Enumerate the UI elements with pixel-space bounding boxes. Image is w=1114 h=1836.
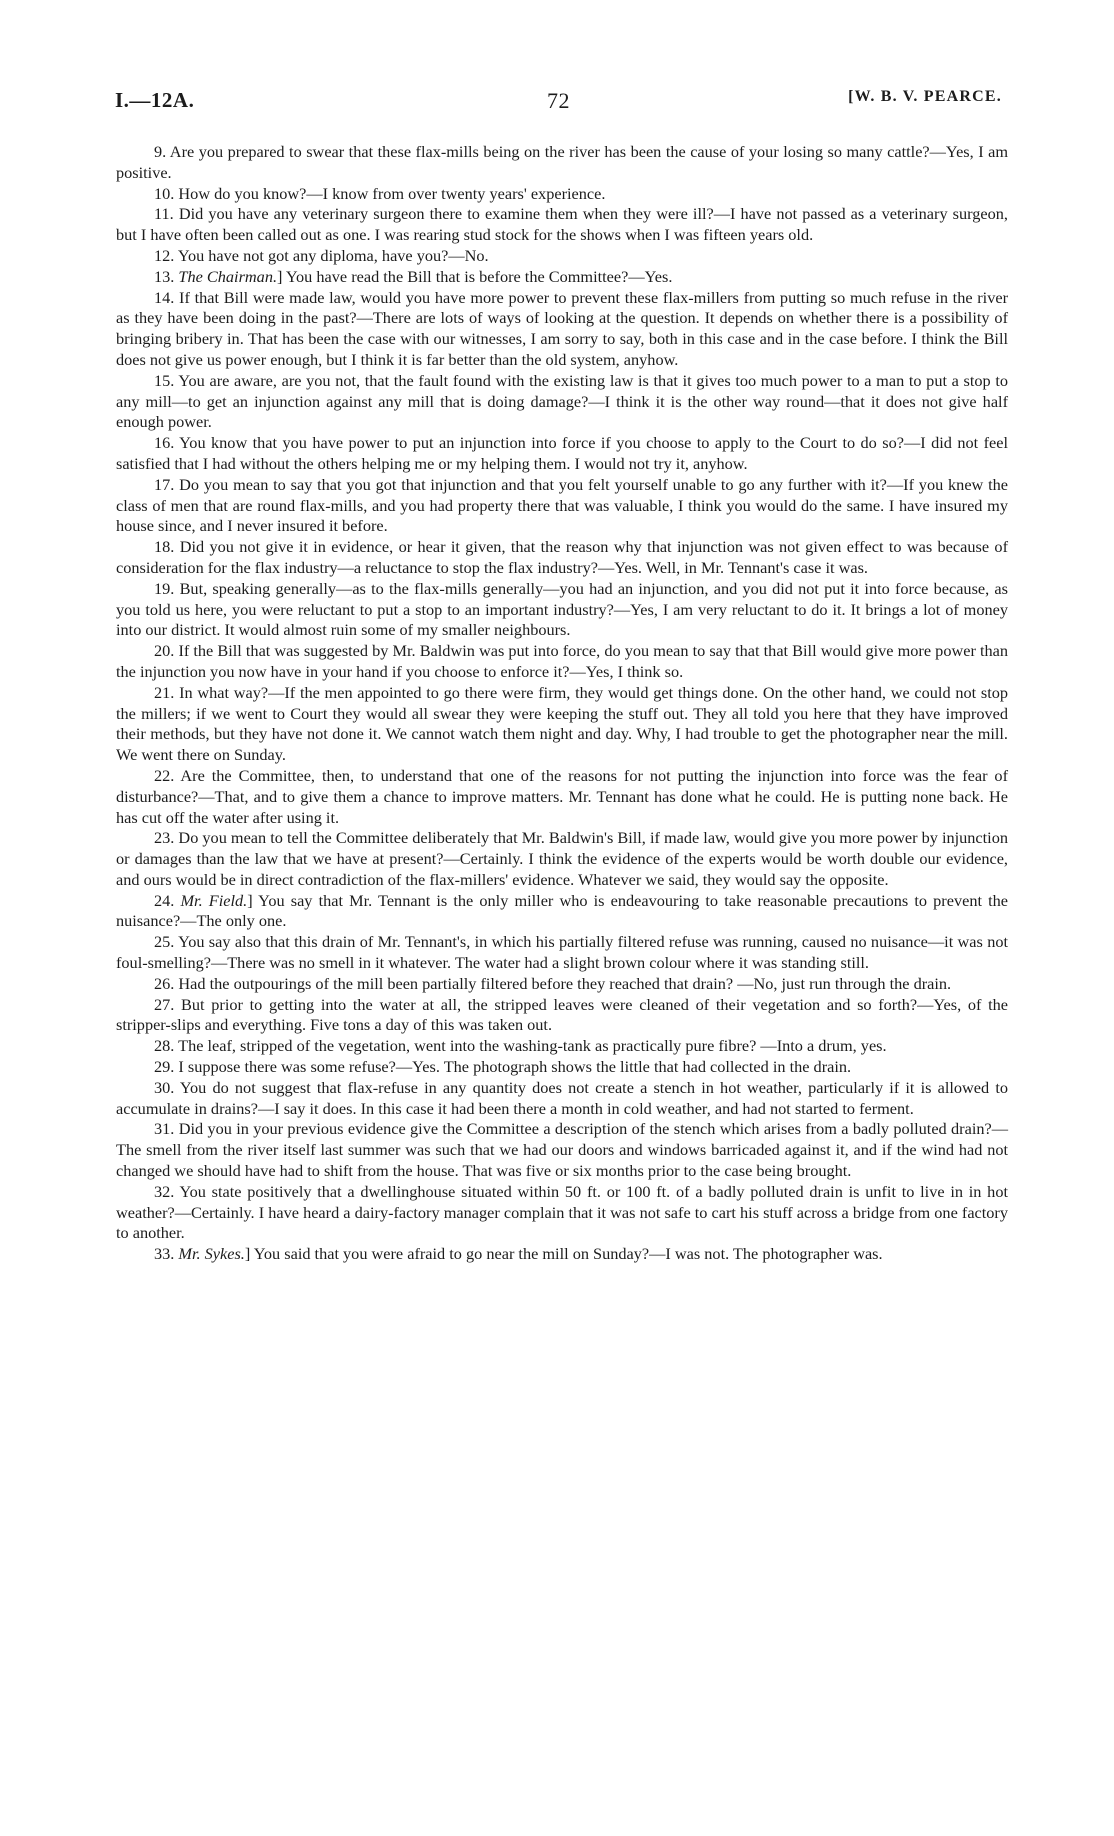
paragraph-text: 21. In what way?—If the men appointed to go there were firm, they would get things done. On the other hand, we could not stop the millers; if we went to Court they would all swear they were keeping the stuff out. They all told you here that they have improved their methods, but they have not done it. We cannot watch them night and day. Why, I had trouble to get the photographer near the mill. We went there on Sunday. xyxy=(116,682,1008,765)
paragraph-text: 10. How do you know?—I know from over twenty years' experience. xyxy=(154,183,606,203)
question-answer-paragraph xyxy=(116,1182,1008,1244)
paragraph-text: 29. I suppose there was some refuse?—Yes. The photograph shows the little that had collected in the drain. xyxy=(154,1057,852,1077)
question-answer-paragraph xyxy=(116,891,1008,933)
page-header xyxy=(115,88,1002,124)
question-answer-paragraph xyxy=(116,267,1008,288)
paragraph-text: 25. You say also that this drain of Mr. Tennant's, in which his partially filtered refuse was running, caused no nuisance—it was not foul-smelling?—There was no smell in it whatever. The water had a slight brown colour where it was standing still. xyxy=(116,932,1008,973)
speaker-name: Mr. Sykes. xyxy=(178,1244,245,1264)
question-answer-paragraph xyxy=(116,641,1008,683)
question-answer-paragraph xyxy=(116,1057,1008,1078)
speaker-name: Mr. Field. xyxy=(180,890,248,910)
question-answer-paragraph xyxy=(116,1036,1008,1057)
paragraph-text: 11. Did you have any veterinary surgeon there to examine them when they were ill?—I have not passed as a veterinary surgeon, but I have often been called out as one. I was rearing stud stock for the shows when I was fifteen years old. xyxy=(116,204,1008,245)
paragraph-text: ] You said that you were afraid to go near the mill on Sunday?—I was not. The photographer was. xyxy=(244,1244,883,1264)
question-answer-paragraph xyxy=(116,1078,1008,1120)
question-answer-paragraph xyxy=(116,683,1008,766)
paragraph-text: 27. But prior to getting into the water at all, the stripped leaves were cleaned of their vegetation and so forth?—Yes, of the stripper-slips and everything. Five tons a day of this was taken out. xyxy=(116,994,1008,1035)
paragraph-text: 12. You have not got any diploma, have you?—No. xyxy=(154,245,489,265)
question-answer-paragraph xyxy=(116,475,1008,537)
question-answer-paragraph xyxy=(116,204,1008,246)
witness-name: [W. B. V. PEARCE. xyxy=(848,88,1002,105)
paragraph-text: 16. You know that you have power to put an injunction into force if you choose to apply to the Court to do so?—I did not feel satisfied that I had without the others helping me or my helping them. I would not try it, anyhow. xyxy=(116,433,1008,473)
question-answer-paragraph xyxy=(116,1119,1008,1181)
speaker-name: The Chairman. xyxy=(178,266,278,286)
question-answer-paragraph xyxy=(116,1244,1008,1265)
paragraph-text: 26. Had the outpourings of the mill been partially filtered before they reached that drain? —No, just run through the drain. xyxy=(154,973,952,993)
paragraph-text: 32. You state positively that a dwellinghouse situated within 50 ft. or 100 ft. of a badly polluted drain is unfit to live in in hot weather?—Certainly. I have heard a dairy-factory manager complain that it was not safe to cart his stuff across a bridge from one factory to another. xyxy=(116,1181,1008,1243)
question-answer-paragraph xyxy=(116,246,1008,267)
paragraph-text: 23. Do you mean to tell the Committee deliberately that Mr. Baldwin's Bill, if made law, would give you more power by injunction or damages than the law that we have at present?—Certainly. I think the evidence of the experts would be worth double our evidence, and ours would be in direct contradiction of the flax-millers' evidence. Whatever we said, they would say the opposite. xyxy=(116,828,1008,889)
question-answer-paragraph xyxy=(116,288,1008,371)
question-answer-paragraph xyxy=(116,579,1008,641)
question-answer-paragraph xyxy=(116,142,1008,184)
paragraph-text: 9. Are you prepared to swear that these flax-mills being on the river has been the cause of your losing so many cattle?—Yes, I am positive. xyxy=(116,142,1008,182)
paragraph-text: 14. If that Bill were made law, would you have more power to prevent these flax-millers from putting so much refuse in the river as they have been doing in the past?—There are lots of ways of looking at the question. It depends on whether there is a possibility of bringing bribery in. That has been the case with our witnesses, I am sorry to say, both in this case and in the case before. I think the Bill does not give us power enough, but I think it is far better than the old system, anyhow. xyxy=(116,287,1008,369)
paragraph-text: ] You have read the Bill that is before the Committee?—Yes. xyxy=(277,266,673,286)
question-answer-paragraph xyxy=(116,828,1008,890)
paragraph-text: 15. You are aware, are you not, that the fault found with the existing law is that it gives too much power to a man to put a stop to any mill—to get an injunction against any mill that is doing damage?—I think it is the other way round—that it does not give half enough power. xyxy=(116,370,1008,432)
question-answer-paragraph xyxy=(116,995,1008,1037)
question-number: 13. xyxy=(154,266,179,286)
paragraph-text: 20. If the Bill that was suggested by Mr. Baldwin was put into force, do you mean to say that that Bill would give more power than the injunction you now have in your hand if you choose to enforce it?—Yes, I think so. xyxy=(116,641,1008,681)
question-answer-paragraph xyxy=(116,537,1008,579)
question-answer-paragraph xyxy=(116,932,1008,974)
paragraph-text: ] You say that Mr. Tennant is the only miller who is endeavouring to take reasonable precautions to prevent the nuisance?—The only one. xyxy=(116,890,1009,931)
question-answer-paragraph xyxy=(116,766,1008,828)
paragraph-text: 17. Do you mean to say that you got that injunction and that you felt yourself unable to go any further with it?—If you knew the class of men that are round flax-mills, and you had property there that was valuable, I think you would do the same. I have insured my house since, and I never insured it before. xyxy=(116,474,1008,536)
question-number: 24. xyxy=(154,890,181,910)
paragraph-text: 31. Did you in your previous evidence give the Committee a description of the stench which arises from a badly polluted drain?—The smell from the river itself last summer was such that we had our doors and windows barricaded against it, and if the wind had not changed we should have had to shift from the house. That was five or six months prior to the case being brought. xyxy=(116,1119,1008,1181)
evidence-body xyxy=(116,142,1008,1265)
question-answer-paragraph xyxy=(116,371,1008,433)
paragraph-text: 19. But, speaking generally—as to the flax-mills generally—you had an injunction, and you did not put it into force because, as you told us here, you were reluctant to put a stop to an important industry?—Yes, I am very reluctant to do it. It brings a lot of money into our district. It would almost ruin some of my smaller neighbours. xyxy=(116,578,1008,640)
paper-reference: I.—12A. xyxy=(115,88,195,112)
question-number: 33. xyxy=(154,1244,179,1264)
paragraph-text: 28. The leaf, stripped of the vegetation, went into the washing-tank as practically pure fibre? —Into a drum, yes. xyxy=(154,1036,887,1056)
question-answer-paragraph xyxy=(116,974,1008,995)
page-number: 72 xyxy=(547,88,570,113)
paragraph-text: 22. Are the Committee, then, to understand that one of the reasons for not putting the injunction into force was the fear of disturbance?—That, and to give them a chance to improve matters. Mr. Tennant has done what he could. He is putting none back. He has cut off the water after using it. xyxy=(116,765,1008,827)
question-answer-paragraph xyxy=(116,433,1008,475)
paragraph-text: 18. Did you not give it in evidence, or hear it given, that the reason why that injunction was not given effect to was because of consideration for the flax industry—a reluctance to stop the flax industry?—Yes. Well, in Mr. Tennant's case it was. xyxy=(116,537,1008,577)
question-answer-paragraph xyxy=(116,184,1008,205)
paragraph-text: 30. You do not suggest that flax-refuse in any quantity does not create a stench in hot weather, particularly if it is allowed to accumulate in drains?—I say it does. In this case it had been there a month in cold weather, and had not started to ferment. xyxy=(116,1077,1008,1118)
